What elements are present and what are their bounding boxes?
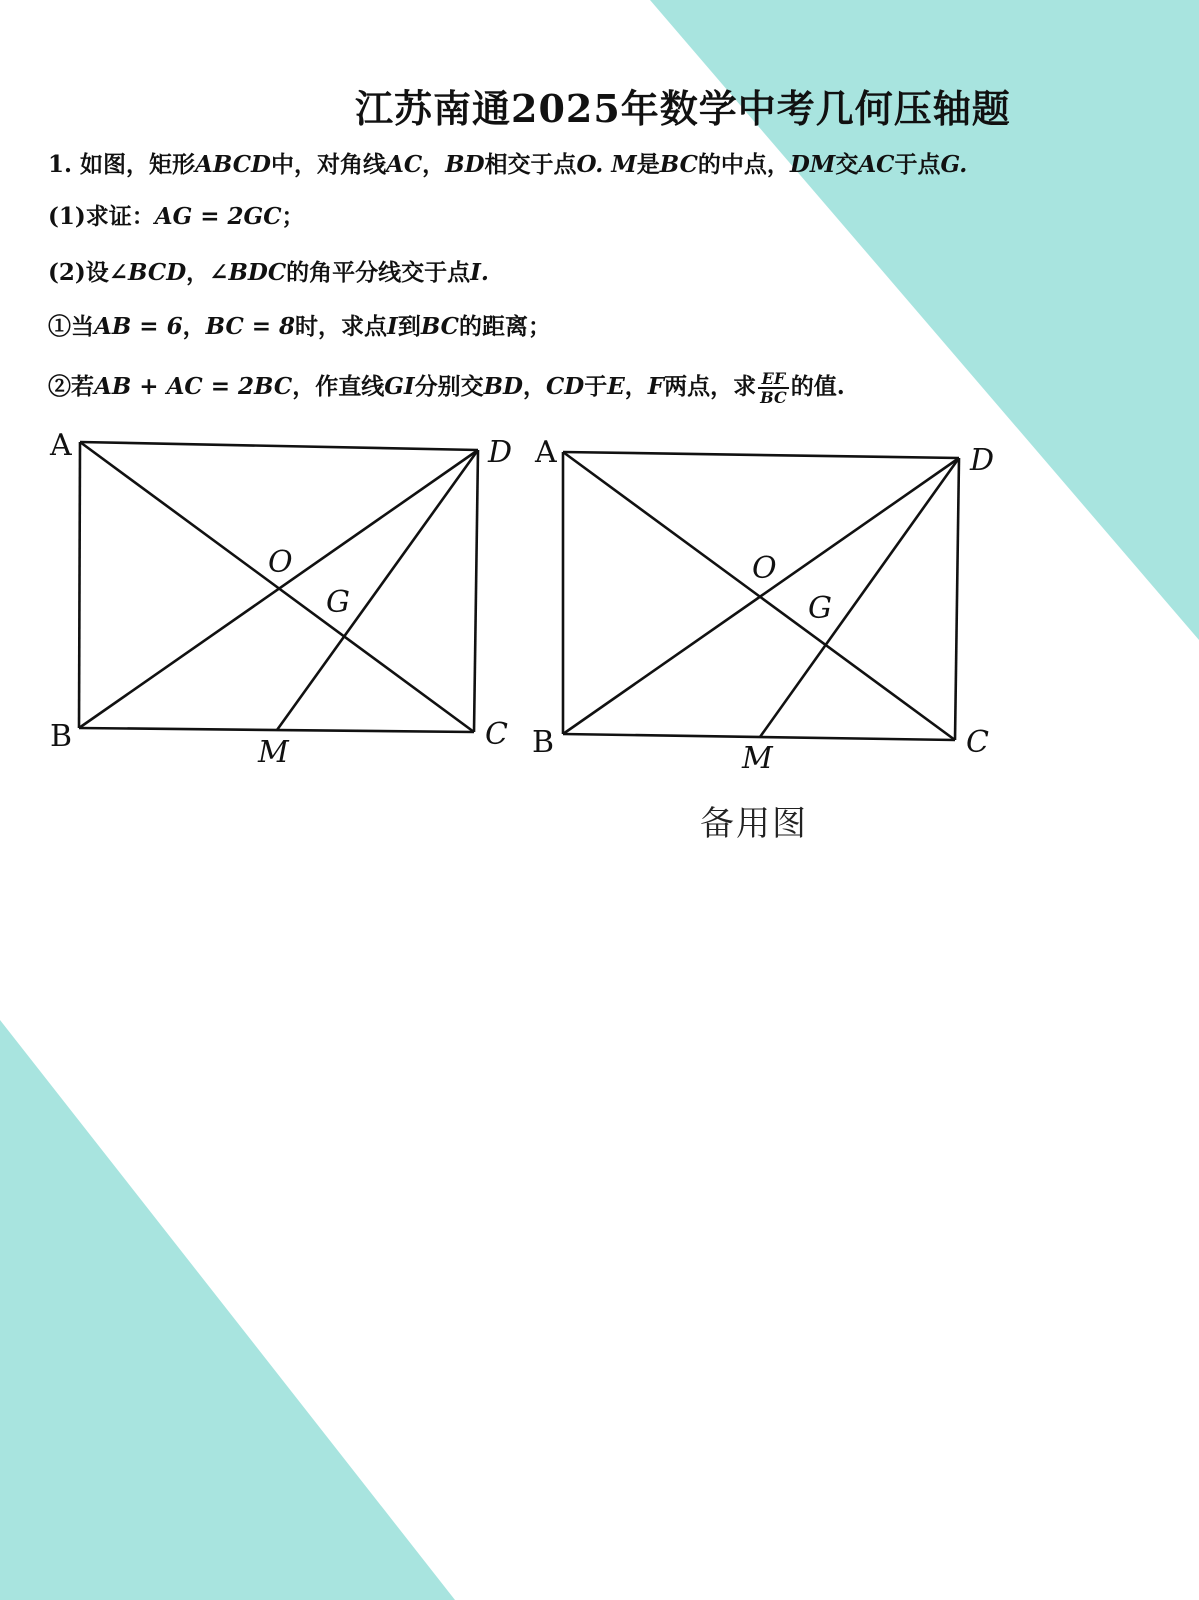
- fig1-label-o: O: [268, 545, 293, 580]
- sub2-text: ，: [624, 373, 648, 400]
- sub1-var: I: [387, 313, 398, 340]
- sub1-text: 的距离；: [459, 313, 551, 340]
- sub2-var: CD: [545, 373, 585, 400]
- fig2-label-d: D: [970, 443, 995, 478]
- fig2-label-o: O: [752, 551, 777, 586]
- fig1-label-d: D: [488, 435, 513, 470]
- sub2-text: 于: [584, 373, 608, 400]
- fraction-numerator: EF: [758, 370, 789, 389]
- stem-text: 中，对角线: [271, 151, 386, 178]
- fig2-label-c: C: [966, 725, 989, 760]
- fig1-label-m: M: [258, 735, 289, 770]
- fig2-label-a: A: [535, 435, 557, 470]
- sub1-text: 时，求点: [295, 313, 388, 340]
- sub2-expr: AB + AC = 2BC: [94, 373, 293, 400]
- stem-text: 是: [636, 151, 660, 178]
- stem-text: 于点: [894, 151, 941, 178]
- stem-var: DM: [789, 151, 836, 178]
- sub2-text: ，作直线: [292, 373, 385, 400]
- sub2-text: 的值.: [790, 373, 845, 400]
- stem-var: G.: [940, 151, 968, 178]
- fig2-label-g: G: [808, 591, 832, 626]
- page-title: 江苏南通2025年数学中考几何压轴题: [355, 86, 1011, 131]
- sub2-var: BD: [483, 373, 523, 400]
- stem-text: 交: [835, 151, 859, 178]
- stem-var: BC: [659, 151, 698, 178]
- stem-text: 的中点，: [697, 151, 790, 178]
- fig1-label-b: B: [50, 719, 73, 754]
- part2-text: 的角平分线交于点: [286, 259, 471, 286]
- sub1-expr: AB = 6: [94, 313, 183, 340]
- sub1-text: 到: [397, 313, 421, 340]
- stem-text: ，: [422, 151, 446, 178]
- fig2-side-cb: [563, 734, 955, 740]
- figure-2-caption: 备用图: [700, 804, 808, 844]
- stem-var: O. M: [576, 151, 637, 178]
- stem-text: 1. 如图，矩形: [48, 151, 196, 178]
- fig2-segment-dm: [760, 458, 959, 737]
- stem-text: 相交于点: [484, 151, 577, 178]
- stem-var: ABCD: [195, 151, 271, 178]
- part1-expr: AG = 2GC: [154, 203, 282, 230]
- sub1-var: BC: [420, 313, 459, 340]
- stem-var: AC: [386, 151, 423, 178]
- fig1-label-c: C: [485, 717, 508, 752]
- part1-text: ；: [281, 203, 305, 230]
- sub2-text: ，: [522, 373, 546, 400]
- sub2-text: 两点，求: [664, 373, 757, 400]
- fig1-label-g: G: [326, 585, 350, 620]
- sub2-var: F: [647, 373, 665, 400]
- sub2-var: GI: [384, 373, 415, 400]
- part2-var: BDC: [228, 259, 287, 286]
- stem-var: BD: [445, 151, 485, 178]
- stem-var: AC: [858, 151, 895, 178]
- fig2-label-b: B: [532, 725, 555, 760]
- fig2-side-dc: [955, 458, 959, 740]
- sub1-text: ①当: [48, 313, 94, 340]
- sub1-expr: BC = 8: [205, 313, 296, 340]
- fig2-label-m: M: [742, 741, 773, 776]
- fig2-diagonal-bd: [563, 458, 959, 734]
- part2-var: I.: [470, 259, 489, 286]
- sub2-text: ②若: [48, 373, 94, 400]
- part2-text: ，∠: [186, 259, 229, 286]
- fig2-side-ad: [563, 452, 959, 458]
- fig1-label-a: A: [50, 428, 72, 463]
- sub1-text: ，: [182, 313, 206, 340]
- part2-text: (2)设∠: [48, 259, 129, 286]
- part1-text: (1)求证：: [48, 203, 155, 230]
- sub2-var: E: [607, 373, 625, 400]
- fraction-denominator: BC: [760, 388, 787, 407]
- part2-var: BCD: [128, 259, 187, 286]
- sub2-text: 分别交: [414, 373, 484, 400]
